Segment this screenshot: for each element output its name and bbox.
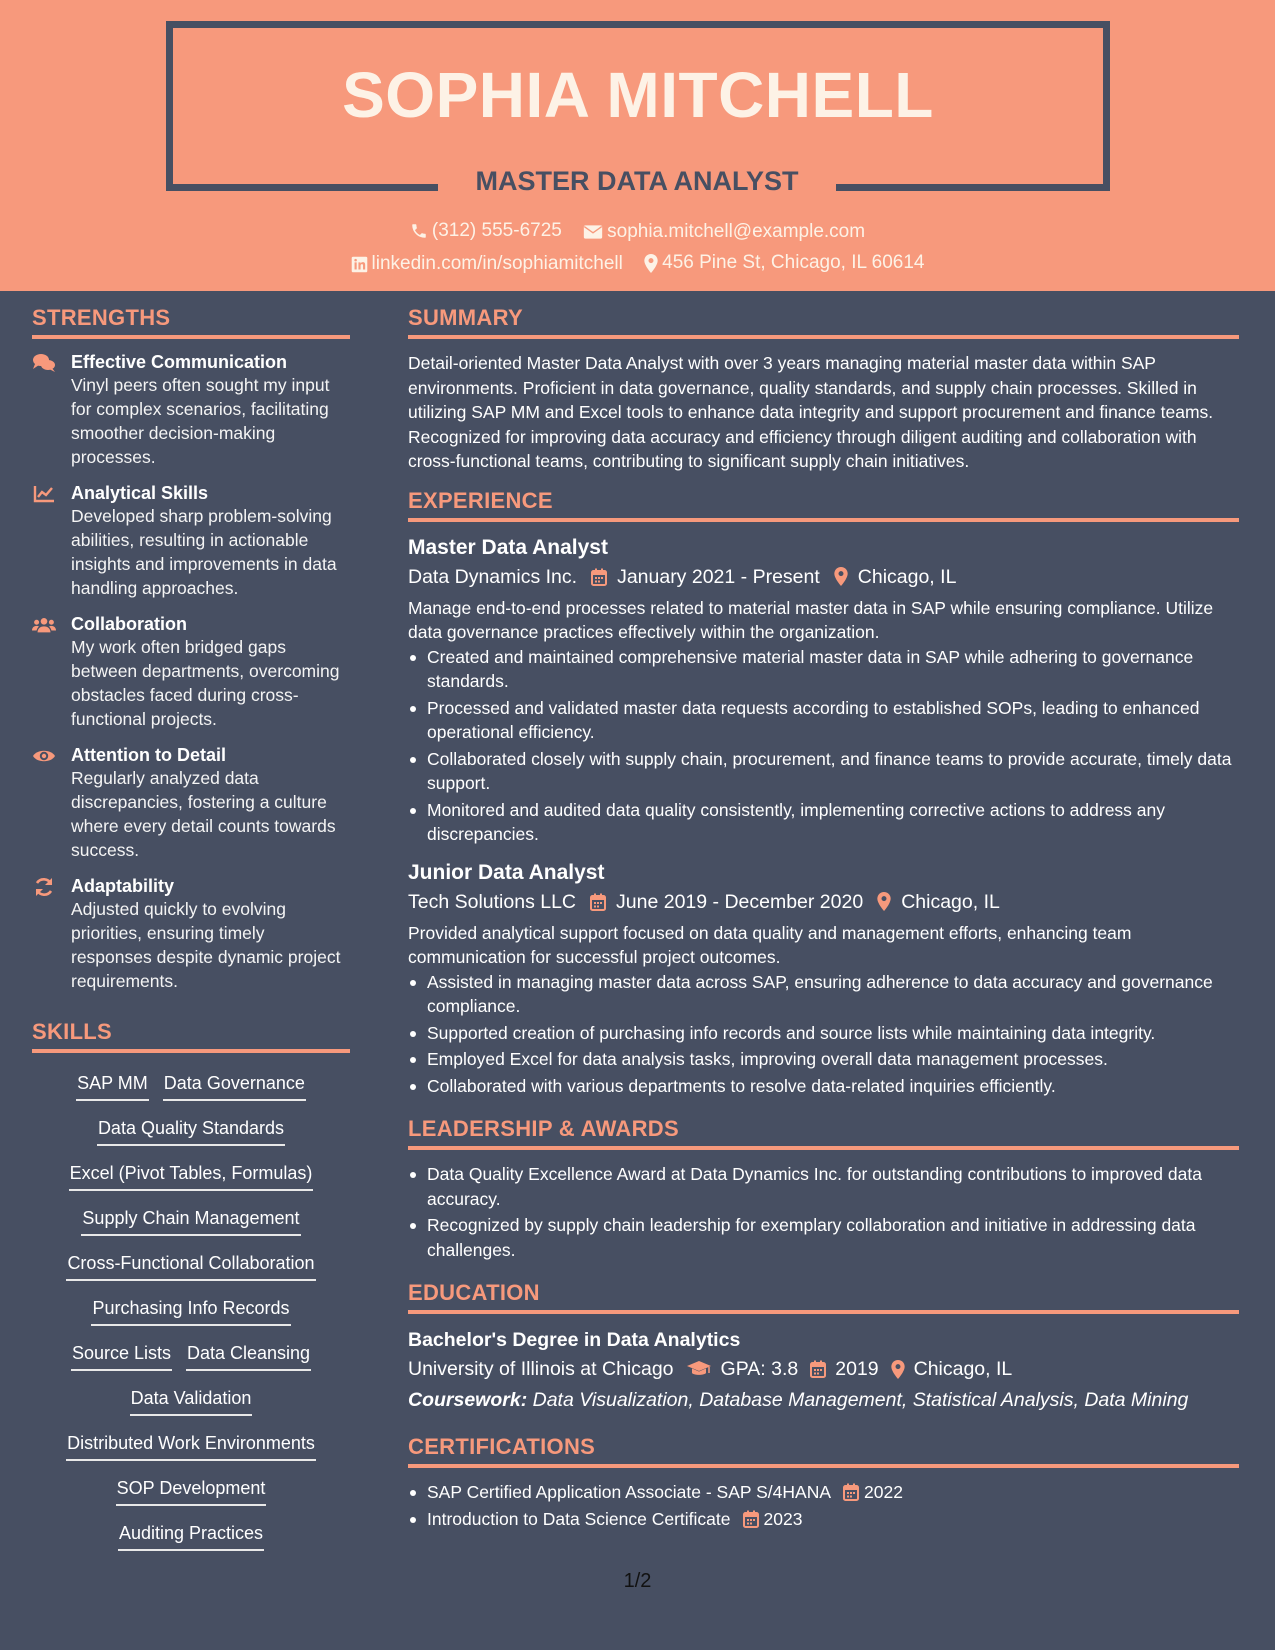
skill-tag: SOP Development xyxy=(116,1476,267,1506)
job-description: Provided analytical support focused on data quality and management efforts, enhancing team communication for successful project outcomes. xyxy=(408,922,1132,967)
left-column xyxy=(32,305,350,1566)
phone-icon xyxy=(410,222,428,240)
strength-item xyxy=(32,744,350,862)
calendar-icon xyxy=(590,893,606,911)
job-location: Chicago, IL xyxy=(857,565,957,588)
education-meta xyxy=(408,1354,1239,1384)
coursework xyxy=(408,1384,1239,1416)
job-bullet: Monitored and audited data quality consistently, implementing corrective actions to address any discrepancies. xyxy=(408,798,1239,847)
map-marker-icon xyxy=(877,892,891,911)
skill-tag: Supply Chain Management xyxy=(81,1206,300,1236)
envelope-icon xyxy=(583,224,603,240)
award-item: Recognized by supply chain leadership for exemplary collaboration and initiative in addressing data challenges. xyxy=(408,1213,1239,1262)
experience-list xyxy=(408,534,1239,1099)
strength-desc: My work often bridged gaps between departments, overcoming obstacles faced during cross-functional projects. xyxy=(71,637,340,729)
skill-tag: Excel (Pivot Tables, Formulas) xyxy=(69,1161,314,1191)
job-title: MASTER DATA ANALYST xyxy=(475,166,799,196)
education-school: University of Illinois at Chicago xyxy=(408,1358,674,1380)
coursework-text: Data Visualization, Database Management, Statistical Analysis, Data Mining xyxy=(532,1389,1189,1411)
job-location: Chicago, IL xyxy=(901,890,1000,913)
linkedin-icon xyxy=(351,256,368,273)
comments-icon xyxy=(32,352,56,374)
strength-item xyxy=(32,613,350,731)
linkedin-contact[interactable] xyxy=(351,253,623,275)
award-item: Data Quality Excellence Award at Data Dynamics Inc. for outstanding contributions to improved data accuracy. xyxy=(408,1162,1239,1211)
skill-row xyxy=(32,1476,350,1508)
skill-tag: Auditing Practices xyxy=(118,1521,264,1551)
job-entry xyxy=(408,534,1239,847)
strength-item xyxy=(32,875,350,993)
leadership-title: LEADERSHIP & AWARDS xyxy=(408,1116,1239,1150)
education-gpa: GPA: 3.8 xyxy=(720,1358,799,1380)
eye-icon xyxy=(32,745,56,767)
skill-tag: Data Governance xyxy=(163,1071,306,1101)
certification-item xyxy=(408,1507,1239,1532)
education-title: EDUCATION xyxy=(408,1280,1239,1314)
job-dates: January 2021 - Present xyxy=(617,565,820,588)
map-marker-icon xyxy=(891,1360,905,1379)
skill-row xyxy=(32,1431,350,1463)
job-meta xyxy=(408,562,1239,592)
certification-year: 2023 xyxy=(763,1508,803,1529)
calendar-icon xyxy=(810,1360,826,1378)
calendar-icon xyxy=(591,568,607,586)
certifications-title: CERTIFICATIONS xyxy=(408,1434,1239,1468)
job-dates: June 2019 - December 2020 xyxy=(616,890,864,913)
linkedin-text: linkedin.com/in/sophiamitchell xyxy=(371,253,623,274)
strength-desc: Regularly analyzed data discrepancies, fostering a culture where every detail counts towards success. xyxy=(71,768,336,860)
job-bullet: Collaborated with various departments to resolve data-related inquiries efficiently. xyxy=(408,1074,1239,1099)
job-bullet: Supported creation of purchasing info records and source lists while maintaining data integrity. xyxy=(408,1021,1239,1046)
job-bullet: Assisted in managing master data across SAP, ensuring adherence to data accuracy and governance compliance. xyxy=(408,970,1239,1019)
chart-line-icon xyxy=(32,483,56,505)
map-marker-icon xyxy=(644,254,658,273)
job-role: Junior Data Analyst xyxy=(408,860,605,884)
experience-title: EXPERIENCE xyxy=(408,488,1239,522)
certification-name: Introduction to Data Science Certificate xyxy=(427,1508,731,1529)
certifications-list xyxy=(408,1480,1239,1531)
strengths-title: STRENGTHS xyxy=(32,305,350,339)
job-bullet: Processed and validated master data requests according to established SOPs, leading to enhanced operational efficiency. xyxy=(408,696,1239,745)
summary-title: SUMMARY xyxy=(408,305,1239,339)
certification-item xyxy=(408,1480,1239,1505)
candidate-name: SOPHIA MITCHELL xyxy=(342,59,934,131)
job-bullets xyxy=(408,645,1239,847)
skills-list xyxy=(32,1065,350,1553)
email-text: sophia.mitchell@example.com xyxy=(607,221,866,242)
strength-title: Analytical Skills xyxy=(71,483,209,503)
right-column xyxy=(408,305,1239,1545)
skill-row xyxy=(32,1296,350,1328)
coursework-label: Coursework: xyxy=(408,1389,528,1411)
skills-title: SKILLS xyxy=(32,1019,350,1053)
email-contact[interactable] xyxy=(583,221,865,243)
job-company: Data Dynamics Inc. xyxy=(408,565,578,588)
education-location: Chicago, IL xyxy=(913,1358,1013,1380)
strength-title: Adaptability xyxy=(71,876,175,896)
strength-item xyxy=(32,482,350,600)
skill-tag: Cross-Functional Collaboration xyxy=(66,1251,315,1281)
contact-row-2 xyxy=(0,252,1275,279)
job-meta xyxy=(408,887,1239,917)
skill-tag: Data Cleansing xyxy=(186,1341,311,1371)
address-contact xyxy=(644,252,924,274)
skill-tag: SAP MM xyxy=(76,1071,149,1101)
job-bullet: Collaborated closely with supply chain, procurement, and finance teams to provide accurate, timely data support. xyxy=(408,747,1239,796)
job-bullet: Employed Excel for data analysis tasks, improving overall data management processes. xyxy=(408,1047,1239,1072)
strength-desc: Adjusted quickly to evolving priorities, ensuring timely responses despite dynamic project requirements. xyxy=(71,899,341,991)
strength-item xyxy=(32,351,350,469)
certification-name: SAP Certified Application Associate - SAP S/4HANA xyxy=(427,1482,832,1502)
skill-row xyxy=(32,1116,350,1148)
skill-tag: Source Lists xyxy=(71,1341,172,1371)
education-degree: Bachelor's Degree in Data Analytics xyxy=(408,1329,741,1351)
skill-row xyxy=(32,1521,350,1553)
job-bullets xyxy=(408,970,1239,1099)
skill-row xyxy=(32,1386,350,1418)
job-description: Manage end-to-end processes related to material master data in SAP while ensuring compliance. Utilize data governance practices effectively within the organization. xyxy=(408,597,1214,642)
map-marker-icon xyxy=(834,567,848,586)
skill-tag: Distributed Work Environments xyxy=(66,1431,316,1461)
graduation-cap-icon xyxy=(686,1360,712,1378)
certification-year: 2022 xyxy=(864,1482,903,1502)
calendar-icon xyxy=(843,1483,859,1501)
job-role: Master Data Analyst xyxy=(408,535,608,559)
users-icon xyxy=(32,614,56,636)
calendar-icon xyxy=(743,1510,759,1528)
strength-desc: Vinyl peers often sought my input for complex scenarios, facilitating smoother decision-making processes. xyxy=(71,375,330,467)
resume-header xyxy=(0,0,1275,291)
phone-contact[interactable] xyxy=(410,220,562,242)
skill-row xyxy=(32,1251,350,1283)
sync-icon xyxy=(32,876,56,898)
strength-title: Collaboration xyxy=(71,614,187,634)
skill-row xyxy=(32,1161,350,1193)
skill-row xyxy=(32,1341,350,1373)
skill-tag: Purchasing Info Records xyxy=(91,1296,290,1326)
education-year: 2019 xyxy=(835,1358,879,1380)
job-company: Tech Solutions LLC xyxy=(408,890,577,913)
phone-text: (312) 555-6725 xyxy=(431,220,562,241)
address-text: 456 Pine St, Chicago, IL 60614 xyxy=(662,252,925,273)
strength-title: Effective Communication xyxy=(71,352,288,372)
skill-tag: Data Quality Standards xyxy=(97,1116,285,1146)
skill-tag: Data Validation xyxy=(130,1386,253,1416)
job-bullet: Created and maintained comprehensive material master data in SAP while adhering to governance standards. xyxy=(408,645,1239,694)
skill-row xyxy=(32,1071,350,1103)
skill-row xyxy=(32,1206,350,1238)
leadership-list xyxy=(408,1162,1239,1262)
page-number: 1/2 xyxy=(623,1570,652,1592)
strength-title: Attention to Detail xyxy=(71,745,226,765)
contact-row-1 xyxy=(0,220,1275,246)
strength-desc: Developed sharp problem-solving abilities, resulting in actionable insights and improvements in data handling approaches. xyxy=(71,506,337,598)
job-entry xyxy=(408,859,1239,1099)
summary-text: Detail-oriented Master Data Analyst with over 3 years managing material master data within SAP environments. Proficient in data governance, quality standards, and supply chain processes. Skilled in utilizing SAP MM and Excel tools to enhance data integrity and support procurement and finance teams. Recognized for improving data accuracy and efficiency through diligent auditing and collaboration with cross-functional teams, contributing to significant supply chain initiatives. xyxy=(408,353,1214,471)
